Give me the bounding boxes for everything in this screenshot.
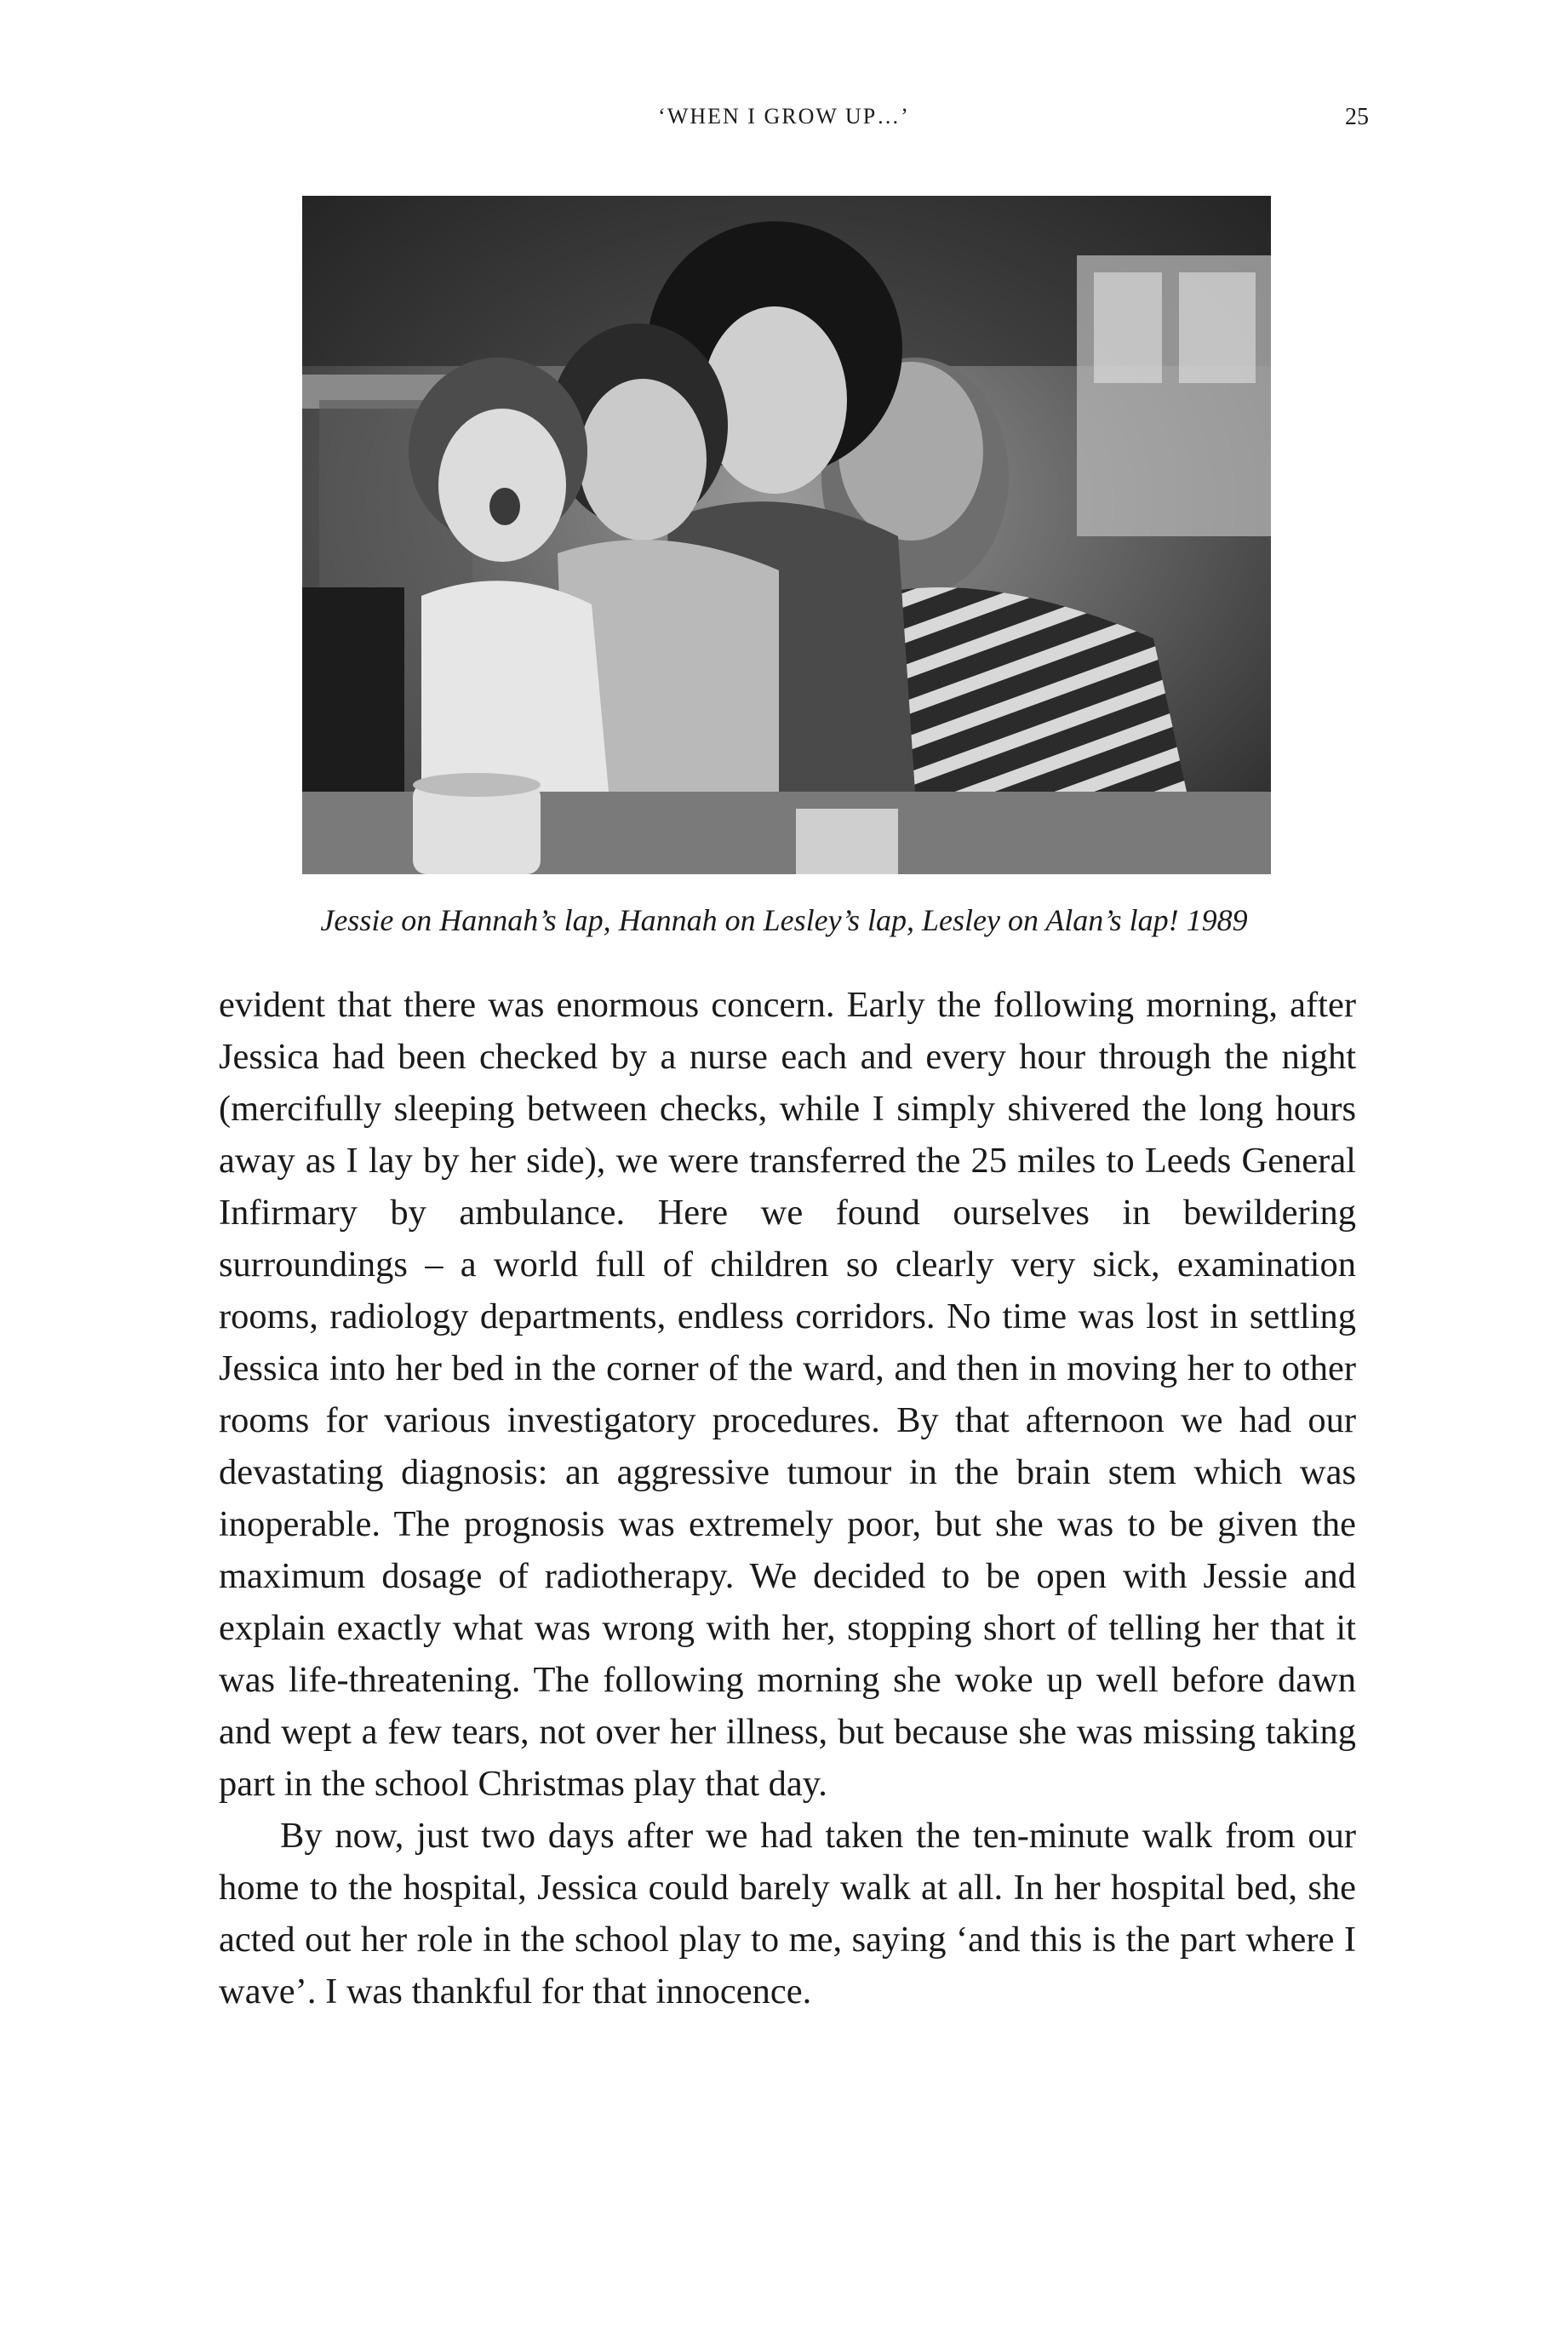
running-head-title: ‘WHEN I GROW UP…’ [658,104,910,129]
page-number: 25 [1345,104,1369,130]
body-paragraph: By now, just two days after we had taken the ten-minute walk from our home to the hospital, Jessica could barely walk at all. In her hospital bed, she acted out her role in the school play to me, saying ‘and this is the part where I wave’. I was thankful for that innocence. [219,1816,1356,2012]
body-paragraph: evident that there was enormous concern. Early the following morning, after Jessica had been checked by a nurse each and every hour through the night (mercifully sleeping between checks, while I simply shivered the long hours away as I lay by her side), we were transferred the 25 miles to Leeds General Infirmary by ambulance. Here we found ourselves in bewildering surroundings – a world full of children so clearly very sick, examination rooms, radiology departments, endless corridors. No time was lost in settling Jessica into her bed in the corner of the ward, and then in moving her to other rooms for various investigatory procedures. By that afternoon we had our devastating diagnosis: an aggressive tumour in the brain stem which was inoperable. The prognosis was extremely poor, but she was to be given the maximum dosage of radiotherapy. We decided to be open with Jessie and explain exactly what was wrong with her, stopping short of telling her that it was life-threatening. The following morning she woke up well before dawn and wept a few tears, not over her illness, but because she was missing taking part in the school Christmas play that day. [219,985,1356,1804]
photo-caption: Jessie on Hannah’s lap, Hannah on Lesley’s lap, Lesley on Alan’s lap! 1989 [320,903,1248,937]
body-text [219,979,1356,2017]
family-photograph [302,196,1271,874]
